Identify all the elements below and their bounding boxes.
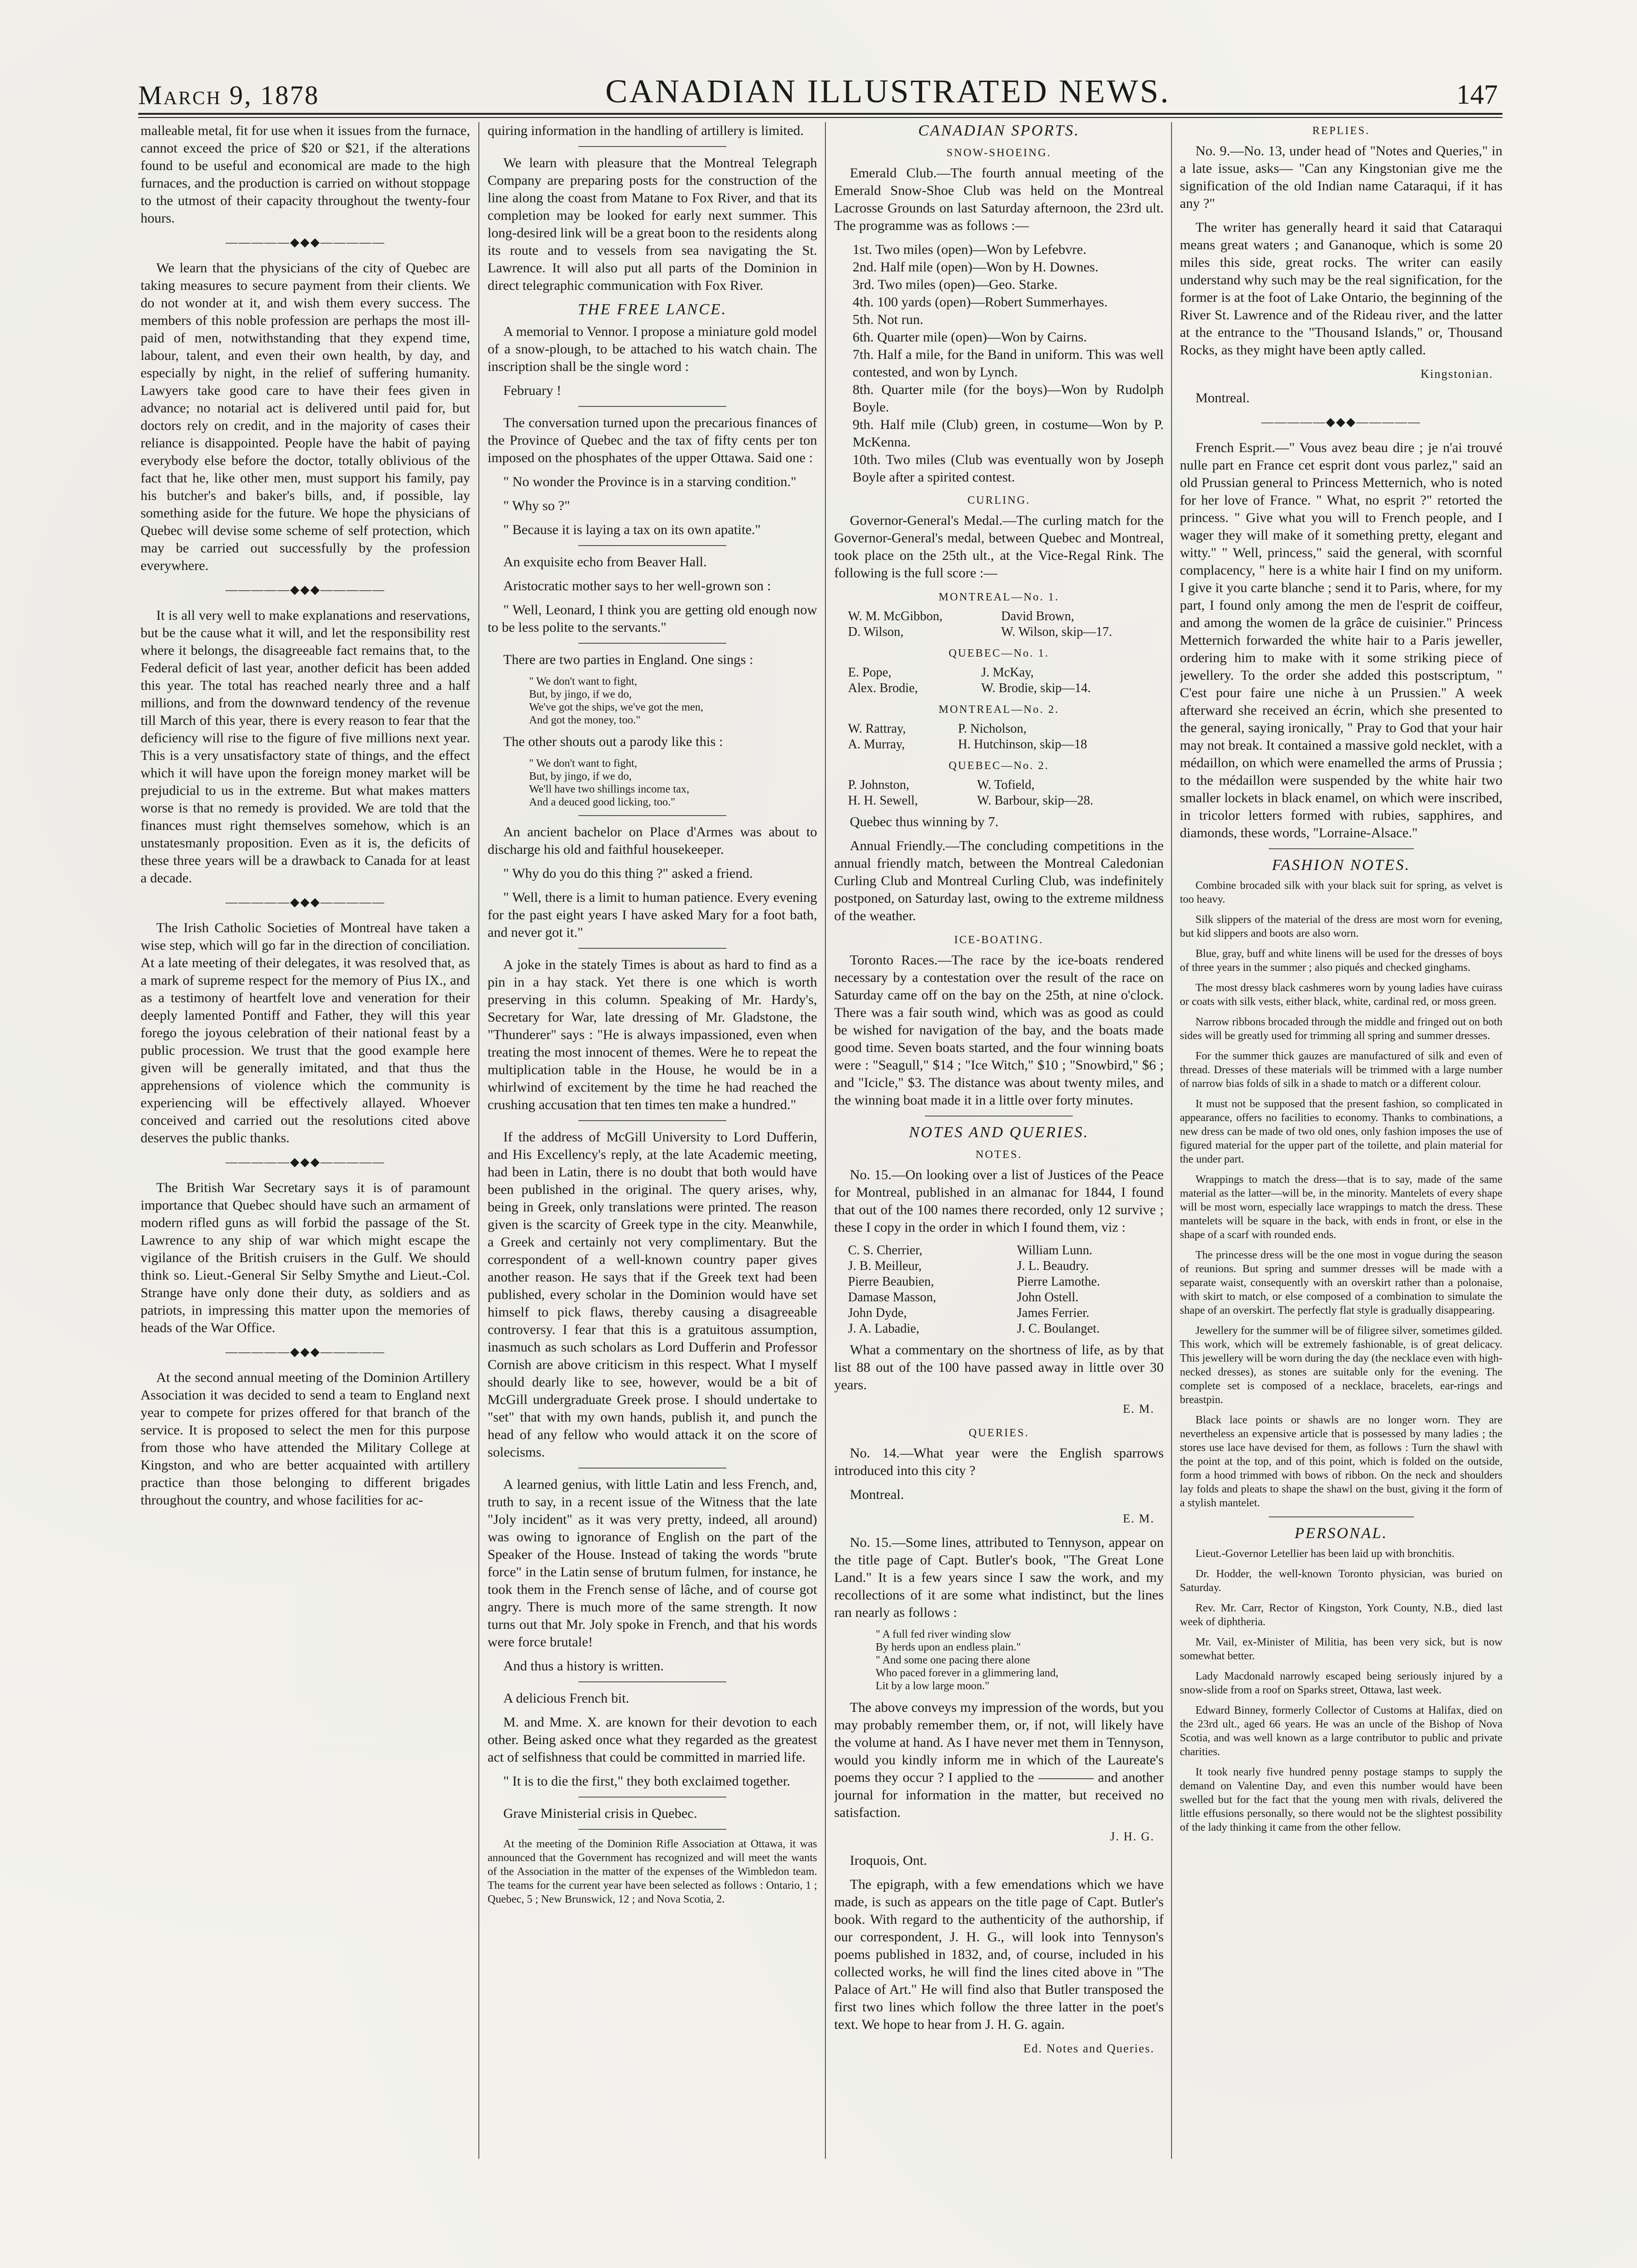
personal-item: It took nearly five hundred penny postage stamps to supply the demand on Valentine Day, and even this number would have been swelled but for the fact that the young men with rivals, delivered the little effusions personally, so there would not be the slightest possibility of the lady thinking it came from the other fellow. — [1180, 1766, 1502, 1833]
paragraph: No. 14.—What year were the English sparrows introduced into this city ? — [834, 1445, 1164, 1478]
column-1 — [141, 122, 470, 2150]
paragraph: No. 15.—Some lines, attributed to Tennyson, appear on the title page of Capt. Butler's book, "The Great Lone Land." It is a few years since I saw the work, and my recollections of it are some what indistinct, but the lines ran nearly as follows : — [834, 1535, 1164, 1620]
fashion-item: The most dressy black cashmeres worn by young ladies have cuirass or coats with silk vests, either black, white, cardinal red, or moss green. — [1180, 982, 1502, 1008]
fashion-item: The princesse dress will be the one most in vogue during the season of reunions. But spring and summer dresses will be made with a separate waist, consequently with an overskirt rather than a polonaise, with skirt to match, or else composed of a combination to simulate the shape of an overskirt. The perfectly flat style is gradually disappearing. — [1180, 1249, 1502, 1316]
header-rule-thin — [138, 117, 1502, 118]
paragraph: A learned genius, with little Latin and less French, and, truth to say, in a recent issue of the Witness that the late "Joly incident" as it was very pretty, indeed, all around) was owing to ignorance of English on the part of the Speaker of the House. Instead of taking the words "brute force" in the Latin sense of brutum fulmen, for instance, he took them in the French sense of lâche, and of course got angry. There is much more of the same strength. It now turns out that Mr. Joly spoke in French, and that his words were force brutale! — [488, 1477, 817, 1650]
justice-name: Pierre Beaubien, — [848, 1275, 934, 1289]
divider — [578, 545, 727, 546]
subheading-replies: REPLIES. — [1312, 125, 1370, 137]
personal-item: Edward Binney, formerly Collector of Customs at Halifax, died on the 23rd ult., aged 66 years. He was an uncle of the Bishop of Nova Scotia, and was well known as a large contributor to public and private charities. — [1180, 1704, 1502, 1758]
justices-list — [834, 1243, 1164, 1337]
paragraph: " Because it is laying a tax on its own apatite." — [503, 522, 761, 537]
section-ornament — [141, 1343, 470, 1361]
subheading-ice-boating: ICE-BOATING. — [954, 934, 1044, 946]
paragraph: If the address of McGill University to Lord Dufferin, and His Excellency's reply, at the late Academic meeting, had been in Latin, there is no doubt that both would have been published in the original. The query arises, why, being in Greek, only translations were printed. The reason given is the scarcity of Greek type in the city. Meanwhile, a Greek and certainly not very complimentary. But the correspondent of a well-known country paper gives another reason. He says that if the Greek text had been published, every scholar in the Dominion would have set himself to pick flaws, thereby causing a disagreeable controversy. I fear that this is a gratuitous assumption, inasmuch as such scholars as Lord Dufferin and Professor Cornish are above criticism in this respect. What I myself should dearly like to see, however, would be a bit of McGill undergraduate Greek prose. I should undertake to "set" that with my own hands, publish it, and punch the head of any fellow who would attack it on the score of solecisms. — [488, 1129, 817, 1460]
paragraph: Montreal. — [1195, 390, 1250, 405]
team-heading: QUEBEC—No. 1. — [948, 647, 1049, 659]
race-result: 4th. 100 yards (open)—Robert Summerhayes. — [853, 294, 1108, 310]
paragraph: The conversation turned upon the precarious finances of the Province of Quebec and the tax of fifty cents per ton imposed on the phosphates of the upper Ottawa. Said one : — [488, 415, 817, 465]
fashion-item: Silk slippers of the material of the dress are most worn for evening, but kid slippers and boots are also worn. — [1180, 914, 1502, 940]
divider — [578, 406, 727, 407]
column-3 — [834, 122, 1164, 2150]
race-result: 8th. Quarter mile (for the boys)—Won by Rudolph Boyle. — [853, 382, 1164, 415]
section-heading-free-lance: THE FREE LANCE. — [577, 301, 727, 318]
paragraph: French Esprit.—" Vous avez beau dire ; je n'ai trouvé nulle part en France cet esprit dont vous parlez," said an old Prussian general to Princess Metternich, who is noted for her love of France. " What, no esprit ?" retorted the princess. " Give what you will to French people, and I wager they will make of it something pretty, elegant and witty." " Well, princess," said the general, with scornful complacency, " here is a white hair I find on my uniform. I give it you carte blanche ; send it to Paris, where, for my part, I found only among the men de l'esprit de coiffeur, and among the women de la grâce de cuisinier." Princess Metternich forwarded the white hair to a Paris jeweller, ordering him to make with it some striking piece of jewellery. To the order she added this postscriptum, " C'est pour faire une niche à un Prussien." A week afterward she received an écrin, which she presented to the general, saying ironically, " Pray to God that your hair may not break. It contained a massive gold necklet, with a médaillon, on which were enamelled the arms of Prussia ; to the médaillon were suspended by the white hair two smaller lockets in black enamel, on which were inscribed, in tricolor letters formed with rubies, sapphires, and diamonds, these words, "Lorraine-Alsace." — [1180, 440, 1502, 840]
divider — [578, 1468, 727, 1469]
subheading-queries: QUERIES. — [968, 1427, 1030, 1439]
player-name: David Brown, — [1001, 609, 1074, 623]
paragraph: " No wonder the Province is in a starving condition." — [503, 474, 797, 489]
paragraph: The Irish Catholic Societies of Montreal have taken a wise step, which will go far in the direction of conciliation. At a late meeting of their delegates, it was resolved that, as a mark of supreme respect for the memory of Pius IX., and as a testimony of heartfelt love and veneration for their deeply lamented Pontiff and Father, they will this year forego the joyous celebration of their national feast by a public procession. We trust that the good example here given will be generally imitated, and that thus the apprehensions of violence which the community is experiencing will be effectively allayed. Whoever conceived and carried out the resolutions cited above deserves the public thanks. — [141, 920, 470, 1146]
divider — [578, 948, 727, 949]
column-divider — [1171, 122, 1172, 2159]
paragraph: No. 9.—No. 13, under head of "Notes and Queries," in a late issue, asks— "Can any Kingstonian give me the signification of the old Indian name Cataraqui, if it has any ?" — [1180, 143, 1502, 211]
race-results — [834, 241, 1164, 486]
section-heading-canadian-sports: CANADIAN SPORTS. — [918, 122, 1080, 139]
paragraph: What a commentary on the shortness of life, as by that list 88 out of the 100 have passed away in little over 30 years. — [834, 1342, 1164, 1393]
section-ornament — [141, 234, 470, 251]
subheading-snow-shoeing: SNOW-SHOEING. — [946, 147, 1052, 159]
paragraph: Emerald Club.—The fourth annual meeting of the Emerald Snow-Shoe Club was held on the Montreal Lacrosse Grounds on last Saturday afternoon, the 23rd ult. The programme was as follows :— — [834, 165, 1164, 233]
fashion-item: Narrow ribbons brocaded through the middle and fringed out on both sides will be greatly used for trimming all spring and summer dresses. — [1180, 1016, 1502, 1042]
fashion-item: Black lace points or shawls are no longer worn. They are nevertheless an expensive article that is possessed by many ladies ; the stores use lace have devised for them, as follows : Turn the shawl with the point at the top, and of this point, which is folded on the outside, form a hood trimmed with bows of ribbon. On the neck and shoulders lay folds and pleats to shape the shawl on the bust, giving it the form of a stylish mantelet. — [1180, 1414, 1502, 1509]
player-name: W. Brodie, skip—14. — [981, 681, 1091, 695]
player-name: Alex. Brodie, — [848, 681, 918, 695]
paragraph: We learn with pleasure that the Montreal Telegraph Company are preparing posts for the construction of the line along the coast from Matane to Fox River, and that its completion may be looked for early next summer. This long-desired link will be a great boon to the residents along its route and to vessels from sea navigating the St. Lawrence. It will also put all parts of the Dominion in direct telegraphic communication with Fox River. — [488, 155, 817, 293]
paragraph: Quebec thus winning by 7. — [850, 814, 999, 829]
paragraph: A delicious French bit. — [503, 1691, 630, 1706]
section-heading-personal: PERSONAL. — [1295, 1525, 1388, 1542]
paragraph: There are two parties in England. One sings : — [503, 652, 754, 667]
verse: " We don't want to fight, But, by jingo, if we do, We've got the ships, we've got the men, And got the money, too." — [529, 676, 703, 726]
paragraph: At the meeting of the Dominion Rifle Association at Ottawa, it was announced that the Government has recognized and will meet the wants of the Association in the matter of the expenses of the Wimbledon team. The teams for the current year have been selected as follows : Ontario, 1 ; Quebec, 5 ; New Brunswick, 12 ; and Nova Scotia, 2. — [488, 1838, 817, 1905]
signature: E. M. — [1123, 1512, 1154, 1525]
player-name: H. H. Sewell, — [848, 793, 918, 808]
justice-name: James Ferrier. — [1017, 1306, 1089, 1320]
paragraph: The writer has generally heard it said that Cataraqui means great waters ; and Gananoque, which is some 20 miles this side, great rocks. The writer can easily understand why such may be the real signification, for the former is at the foot of Lake Ontario, the beginning of the River St. Lawrence and of the Rideau river, and the latter at the entrance to the "Thousand Islands," or, Thousand Rocks, as they might have been aptly called. — [1180, 220, 1502, 358]
paragraph: At the second annual meeting of the Dominion Artillery Association it was decided to send a team to England next year to compete for prizes offered for that branch of the service. It is proposed to select the men for this purpose from those who have attended the Military College at Kingston, and who are better acquainted with artillery practice than those belonging to different brigades throughout the country, and whose facilities for ac- — [141, 1370, 470, 1508]
race-result: 3rd. Two miles (open)—Geo. Starke. — [853, 277, 1058, 292]
player-name: W. Rattray, — [848, 722, 906, 736]
personal-item: Lady Macdonald narrowly escaped being seriously injured by a snow-slide from a roof on Sparks street, Ottawa, last week. — [1180, 1670, 1502, 1696]
race-result: 7th. Half a mile, for the Band in uniform. This was well contested, and won by Lynch. — [853, 347, 1164, 380]
divider — [578, 1120, 727, 1121]
team-roster — [834, 665, 1164, 696]
player-name: P. Johnston, — [848, 778, 910, 792]
column-divider — [825, 122, 826, 2159]
paragraph: An ancient bachelor on Place d'Armes was about to discharge his old and faithful housekeeper. — [488, 824, 817, 857]
paragraph: The above conveys my impression of the words, but you may probably remember them, or, if not, will likely have the volume at hand. As I have never met them in Tennyson, would you kindly inform me in which of the Laureate's poems they occur ? I applied to the ———— and another journal for information in the matter, but received no satisfaction. — [834, 1700, 1164, 1820]
fashion-item: Blue, gray, buff and white linens will be used for the dresses of boys of three years in the summer ; also piqués and checked ginghams. — [1180, 948, 1502, 974]
section-heading-notes-and-queries: NOTES AND QUERIES. — [909, 1124, 1089, 1141]
paragraph: An exquisite echo from Beaver Hall. — [503, 554, 707, 570]
paragraph: quiring information in the handling of artillery is limited. — [488, 123, 804, 138]
paragraph: We learn that the physicians of the city of Quebec are taking measures to secure payment from their clients. We do not wonder at it, and wish them every success. The members of this noble profession are perhaps the most ill-paid of men, notwithstanding that they expend time, labour, talent, and even their own health, by day, and especially by night, in the relief of suffering humanity. Lawyers take good care to have their fees given in advance; no notarial act is delivered until paid for, but doctors rely on credit, and in the majority of cases their reliance is disappointed. People have the habit of paying everybody else before the doctor, totally oblivious of the fact that he, like other men, must support his family, pay his butcher's and baker's bills, and, if possible, lay something aside for the future. We hope the physicians of Quebec will devise some scheme of self protection, which may be carried out successfully by the profession everywhere. — [141, 260, 470, 573]
divider — [578, 1829, 727, 1830]
race-result: 10th. Two miles (Club was eventually won by Joseph Boyle after a spirited contest. — [853, 452, 1164, 485]
subheading-notes: NOTES. — [975, 1149, 1023, 1161]
section-ornament — [141, 581, 470, 599]
divider — [1269, 1516, 1414, 1517]
signature: Ed. Notes and Queries. — [1023, 2042, 1154, 2055]
section-ornament — [141, 1153, 470, 1171]
divider — [578, 146, 727, 147]
paragraph: " Well, Leonard, I think you are getting old enough now to be less polite to the servants." — [488, 602, 817, 635]
paragraph: Montreal. — [850, 1487, 904, 1502]
race-result: 5th. Not run. — [853, 312, 924, 327]
masthead — [138, 69, 1498, 111]
paragraph: A memorial to Vennor. I propose a miniature gold model of a snow-plough, to be attached to his watch chain. The inscription shall be the single word : — [488, 324, 817, 374]
justice-name: J. B. Meilleur, — [848, 1259, 922, 1273]
paragraph: " Why do you do this thing ?" asked a friend. — [503, 866, 753, 881]
column-4 — [1180, 122, 1502, 2150]
personal-item: Rev. Mr. Carr, Rector of Kingston, York County, N.B., died last week of diphtheria. — [1180, 1602, 1502, 1628]
team-heading: MONTREAL—No. 1. — [938, 591, 1060, 603]
newspaper-title: CANADIAN ILLUSTRATED NEWS. — [605, 73, 1171, 110]
paragraph: Aristocratic mother says to her well-grown son : — [503, 578, 771, 593]
player-name: H. Hutchinson, skip—18 — [958, 737, 1087, 752]
paragraph: Iroquois, Ont. — [850, 1853, 927, 1868]
personal-item: Mr. Vail, ex-Minister of Militia, has been very sick, but is now somewhat better. — [1180, 1636, 1502, 1662]
justice-name: J. C. Boulanget. — [1017, 1322, 1100, 1336]
fashion-item: Jewellery for the summer will be of filigree silver, sometimes gilded. This work, which will be extremely fashionable, is of great delicacy. This jewellery will be worn during the day (the necklace even with high-necked dresses), as stones are suitable only for the evening. The complete set is composed of a necklace, bracelets, ear-rings and breastpin. — [1180, 1325, 1502, 1406]
divider — [578, 1797, 727, 1798]
player-name: E. Pope, — [848, 665, 892, 680]
player-name: W. M. McGibbon, — [848, 609, 943, 623]
justice-name: J. L. Beaudry. — [1017, 1259, 1089, 1273]
player-name: W. Tofield, — [977, 778, 1035, 792]
player-name: A. Murray, — [848, 737, 905, 752]
player-name: W. Wilson, skip—17. — [1001, 625, 1113, 639]
justice-name: Pierre Lamothe. — [1017, 1275, 1100, 1289]
justice-name: William Lunn. — [1017, 1243, 1093, 1257]
justice-name: John Dyde, — [848, 1306, 907, 1320]
paragraph: Governor-General's Medal.—The curling match for the Governor-General's medal, between Quebec and Montreal, took place on the 25th ult., at the Vice-Regal Rink. The following is the full score :— — [834, 513, 1164, 581]
team-heading: MONTREAL—No. 2. — [938, 704, 1060, 716]
issue-date: March 9, 1878 — [138, 80, 319, 110]
paragraph: February ! — [503, 383, 561, 398]
fashion-item: It must not be supposed that the present fashion, so complicated in appearance, offers no facilities to economy. Thanks to combinations, a new dress can be made of two old ones, only fashion imposes the use of figured material for the upper part of the toilette, and plain material for the under part. — [1180, 1098, 1502, 1165]
header-rule — [138, 113, 1502, 115]
section-heading-fashion-notes: FASHION NOTES. — [1272, 857, 1411, 874]
paragraph: It is all very well to make explanations and reservations, but be the cause what it will, and let the responsibility rest where it belongs, the disagreeable fact remains that, to the Federal deficit of last year, another deficit has been added this year. The total has reached nearly three and a half millions, and from the downward tendency of the revenue till March of this year, there is every reason to fear that the deficiency will rise to the figure of five millions next year. This is a very unsatisfactory state of things, and the effect which it will have upon the foreign money market will be prejudicial to us in the extreme. But what makes matters worse is that no remedy is provided. We are told that the finances must right themselves somehow, which is an unstatesmanly proposition. Even as it is, the deficits of these three years will be a drawback to Canada for at least a decade. — [141, 608, 470, 886]
justice-name: Damase Masson, — [848, 1290, 936, 1304]
column-2 — [488, 122, 817, 2150]
paragraph: A joke in the stately Times is about as hard to find as a pin in a hay stack. Yet there is one which is worth preserving in this column. Speaking of Mr. Hardy's, Secretary for War, late dressing of Mr. Gladstone, the "Thunderer" says : "He is always impassioned, even when treating the most innocent of themes. Were he to repeat the multiplication table in the House, he would be in a whirlwind of excitement by the time he had reached the crushing accusation that ten times ten make a hundred." — [488, 957, 817, 1112]
divider — [1269, 848, 1414, 849]
player-name: D. Wilson, — [848, 625, 904, 639]
fashion-item: For the summer thick gauzes are manufactured of silk and even of thread. Dresses of these materials will be trimmed with a large number of narrow bias folds of silk in a shade to match or a different colour. — [1180, 1050, 1502, 1090]
paragraph: And thus a history is written. — [503, 1658, 664, 1674]
paragraph: The other shouts out a parody like this : — [503, 734, 723, 749]
signature: J. H. G. — [1110, 1830, 1154, 1843]
divider — [578, 1681, 727, 1682]
section-ornament — [141, 893, 470, 911]
team-roster — [834, 777, 1164, 809]
personal-item: Dr. Hodder, the well-known Toronto physician, was buried on Saturday. — [1180, 1568, 1502, 1594]
personal-item: Lieut.-Governor Letellier has been laid up with bronchitis. — [1195, 1548, 1454, 1560]
justice-name: J. A. Labadie, — [848, 1322, 919, 1336]
team-roster — [834, 609, 1164, 640]
signature: Kingstonian. — [1420, 367, 1493, 381]
player-name: P. Nicholson, — [958, 722, 1027, 736]
divider — [578, 815, 727, 816]
paragraph: The British War Secretary says it is of paramount importance that Quebec should have such an armament of modern rifled guns as will forbid the passage of the St. Lawrence to any ship of war which might escape the vigilance of the British cruisers in the Gulf. We should think so. Lieut.-General Sir Selby Smythe and Lieut.-Col. Strange have only done their duty, as soldiers and as patriots, in impressing this matter upon the memories of heads of the War Office. — [141, 1180, 470, 1335]
paragraph: Annual Friendly.—The concluding competitions in the annual friendly match, between the Montreal Caledonian Curling Club and Montreal Curling Club, was indefinitely postponed, on Saturday last, owing to the extreme mildness of the weather. — [834, 838, 1164, 923]
race-result: 6th. Quarter mile (open)—Won by Cairns. — [853, 329, 1087, 345]
column-divider — [478, 122, 479, 2159]
fashion-item: Wrappings to match the dress—that is to say, made of the same material as the latter—will be, in the minority. Mantelets of every shape will be most worn, especially lace wrappings to match the dress. These mantelets will be square in the back, with ends in front, or else in the shape of a scarf with rounded ends. — [1180, 1174, 1502, 1241]
paragraph: malleable metal, fit for use when it issues from the furnace, cannot exceed the price of $20 or $21, if the alterations found to be useful and economical are made to the high furnaces, and the production is carried on without stoppage to the utmost of their capacity throughout the twenty-four hours. — [141, 123, 470, 226]
paragraph: " Well, there is a limit to human patience. Every evening for the past eight years I have asked Mary for a foot bath, and never got it." — [488, 890, 817, 940]
section-ornament — [1180, 413, 1502, 431]
player-name: W. Barbour, skip—28. — [977, 793, 1094, 808]
justice-name: John Ostell. — [1017, 1290, 1079, 1304]
paragraph: M. and Mme. X. are known for their devotion to each other. Being asked once what they regarded as the greatest act of selfishness that could be committed in married life. — [488, 1715, 817, 1765]
subheading-curling: CURLING. — [967, 494, 1030, 506]
paragraph: The epigraph, with a few emendations which we have made, is such as appears on the title page of Capt. Butler's book. With regard to the authenticity of the authorship, if our correspondent, J. H. G., will look into Tennyson's poems published in 1832, and, of course, included in his collected works, he will find the lines cited above in "The Palace of Art." He will find also that Butler transposed the first two lines which follow the three latter in the poet's text. We hope to hear from J. H. G. again. — [834, 1877, 1164, 2032]
paragraph: Toronto Races.—The race by the ice-boats rendered necessary by a contestation over the result of the race on Saturday came off on the bay on the 25th, at nine o'clock. There was a fair south wind, which was as good as could be wished for navigation of the bay, and the boats made good time. Seven boats started, and the four winning boats were : "Seagull," $14 ; "Ice Witch," $10 ; "Snowbird," $6 ; and "Icicle," $3. The distance was about twenty miles, and the winning boat made it in a little over forty minutes. — [834, 952, 1164, 1108]
paragraph: " Why so ?" — [503, 498, 570, 513]
team-roster — [834, 721, 1164, 752]
justice-name: C. S. Cherrier, — [848, 1243, 923, 1257]
page-number: 147 — [1456, 79, 1498, 110]
race-result: 1st. Two miles (open)—Won by Lefebvre. — [853, 242, 1087, 257]
race-result: 9th. Half mile (Club) green, in costume—Won by P. McKenna. — [853, 417, 1164, 450]
signature: E. M. — [1123, 1402, 1154, 1416]
team-heading: QUEBEC—No. 2. — [948, 760, 1049, 772]
verse: " A full fed river winding slow By herds upon an endless plain." " And some one pacing there alone Who paced forever in a glimmering land, Lit by a low large moon." — [876, 1628, 1059, 1692]
divider — [578, 643, 727, 644]
player-name: J. McKay, — [981, 665, 1034, 680]
paragraph: Grave Ministerial crisis in Quebec. — [503, 1806, 697, 1821]
paragraph: " It is to die the first," they both exclaimed together. — [503, 1774, 790, 1789]
race-result: 2nd. Half mile (open)—Won by H. Downes. — [853, 259, 1099, 275]
verse: " We don't want to fight, But, by jingo, if we do, We'll have two shillings income tax, And a deuced good licking, too." — [529, 758, 689, 808]
fashion-item: Combine brocaded silk with your black suit for spring, as velvet is too heavy. — [1180, 880, 1502, 905]
paragraph: No. 15.—On looking over a list of Justices of the Peace for Montreal, published in an almanac for 1844, I found that out of the 100 names there recorded, only 12 survive ; these I copy in the order in which I found them, viz : — [834, 1167, 1164, 1235]
